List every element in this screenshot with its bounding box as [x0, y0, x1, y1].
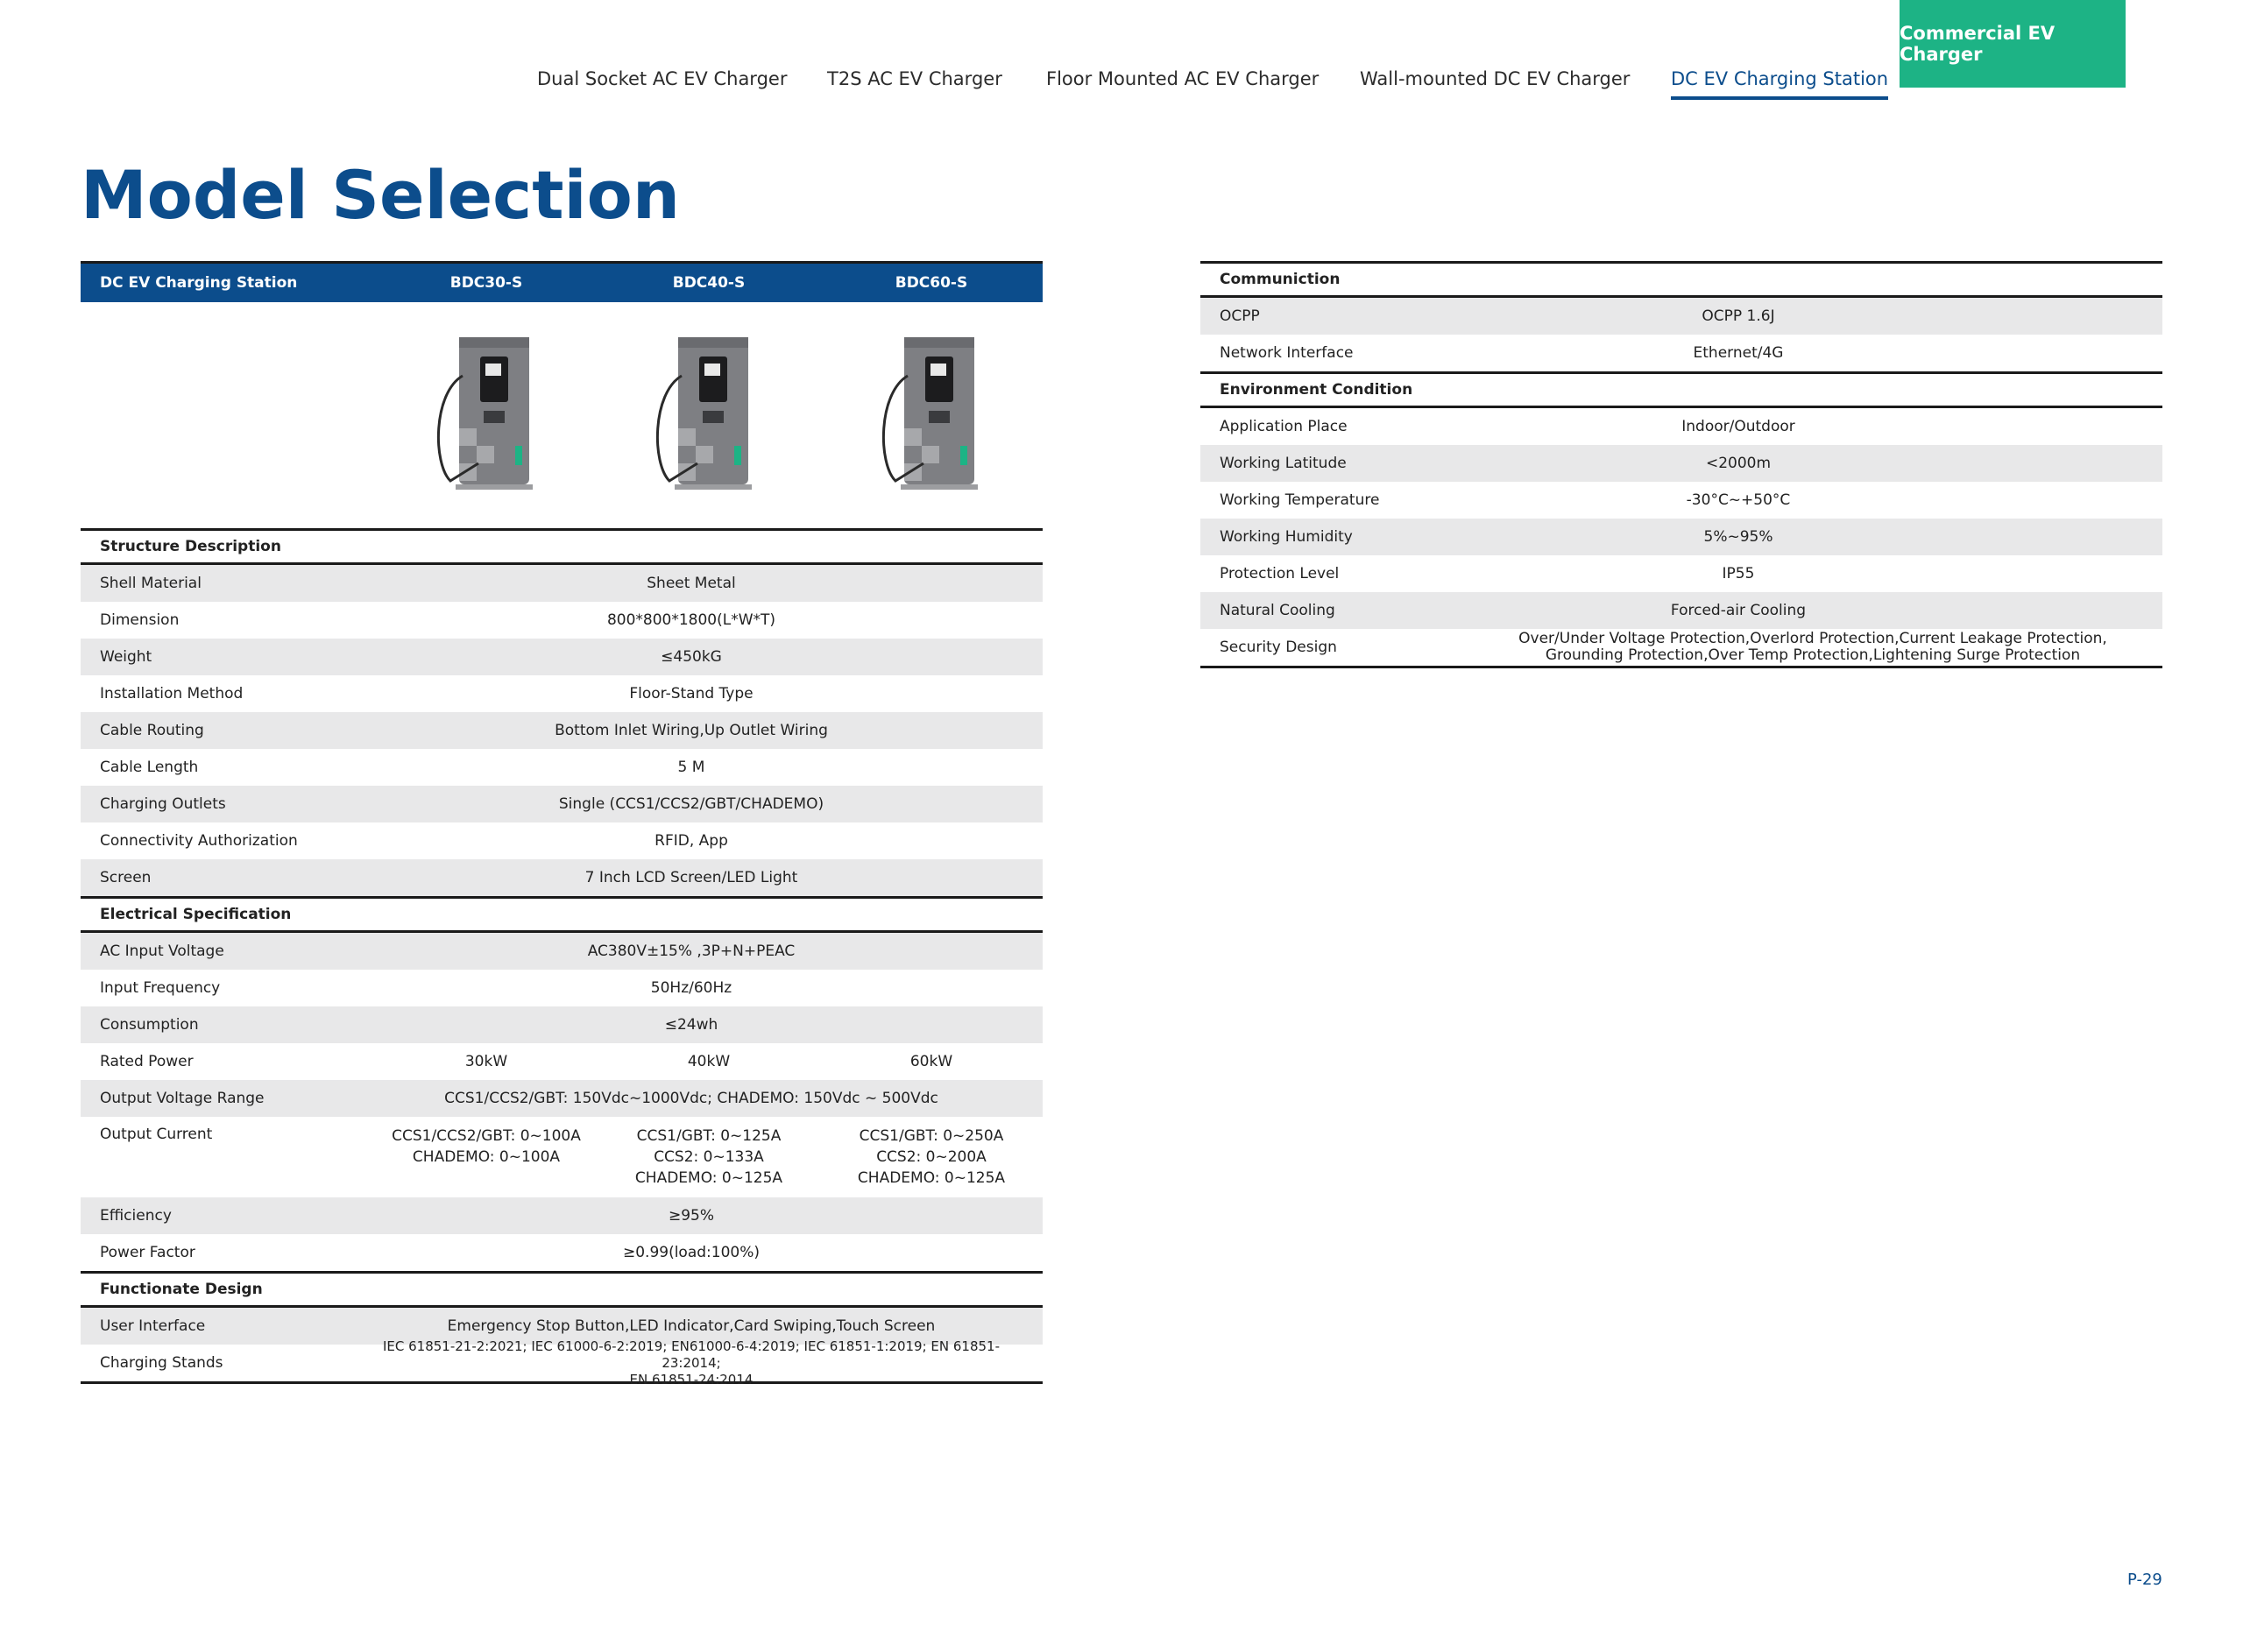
table-row: Application Place Indoor/Outdoor	[1220, 418, 1795, 435]
table-row: Installation Method Floor-Stand Type	[100, 685, 754, 702]
output-current-bdc30: CCS1/CCS2/GBT: 0~100A CHADEMO: 0~100A	[392, 1127, 581, 1166]
table-row: Power Factor ≥0.99(load:100%)	[100, 1244, 761, 1261]
page-title: Model Selection	[81, 156, 680, 234]
table-bottom-rule	[1200, 666, 2162, 668]
product-images	[81, 302, 1043, 528]
charger-image-bdc60	[869, 323, 1001, 498]
table-row: Charging Outlets Single (CCS1/CCS2/GBT/CHADEMO)	[81, 786, 1043, 822]
table-row: Connectivity Authorization RFID, App	[100, 832, 728, 850]
header-bdc30: BDC30-S	[449, 274, 523, 292]
table-row: Working Temperature -30°C~+50°C	[1220, 491, 1791, 509]
table-row: Cable Routing Bottom Inlet Wiring,Up Outlet Wiring	[81, 712, 1043, 749]
header-bdc40: BDC40-S	[672, 274, 746, 292]
section-communication: Communiction	[1200, 261, 2162, 298]
top-navigation	[0, 0, 2243, 105]
table-row: Protection Level IP55	[1220, 565, 1755, 582]
table-row: Security Design Over/Under Voltage Protection,Overlord Protection,Current Leakage Protection, Grounding Protection,Over Temp Protection,Lightening Surge Protection	[1220, 630, 2107, 664]
table-row: Consumption ≤24wh	[81, 1006, 1043, 1043]
table-row: Screen 7 Inch LCD Screen/LED Light	[81, 859, 1043, 896]
tab-wall-mounted-dc[interactable]: Wall-mounted DC EV Charger	[1360, 68, 1631, 89]
charger-image-bdc30	[424, 323, 555, 498]
table-row: User Interface Emergency Stop Button,LED Indicator,Card Swiping,Touch Screen	[81, 1308, 1043, 1345]
tab-floor-mounted-ac[interactable]: Floor Mounted AC EV Charger	[1046, 68, 1320, 89]
section-electrical: Electrical Specification	[81, 896, 1043, 933]
header-bdc60: BDC60-S	[895, 274, 968, 292]
table-row: Working Humidity 5%~95%	[1200, 519, 2162, 555]
section-environment: Environment Condition	[1200, 371, 2162, 408]
table-row: OCPP OCPP 1.6J	[1200, 298, 2162, 335]
tab-dc-charging-station[interactable]: DC EV Charging Station	[1671, 68, 1889, 89]
table-row: AC Input Voltage AC380V±15% ,3P+N+PEAC	[81, 933, 1043, 970]
section-structure: Structure Description	[81, 528, 1043, 565]
table-row: Working Latitude <2000m	[1200, 445, 2162, 482]
category-badge[interactable]: Commercial EV Charger	[1900, 0, 2126, 88]
header-product: DC EV Charging Station	[100, 274, 298, 292]
table-row: Natural Cooling Forced-air Cooling	[1200, 592, 2162, 629]
table-row: Weight ≤450kG	[81, 639, 1043, 675]
model-table	[81, 261, 1043, 1387]
table-row: Network Interface Ethernet/4G	[1220, 344, 1784, 362]
table-header	[81, 261, 1043, 302]
tab-dual-socket-ac[interactable]: Dual Socket AC EV Charger	[537, 68, 788, 89]
spec-table-right	[1200, 261, 2162, 668]
table-row: Efficiency ≥95%	[81, 1197, 1043, 1234]
table-row: Dimension 800*800*1800(L*W*T)	[100, 611, 776, 629]
table-row: Output Voltage Range CCS1/CCS2/GBT: 150Vdc~1000Vdc; CHADEMO: 150Vdc ~ 500Vdc	[81, 1080, 1043, 1117]
output-current-bdc60: CCS1/GBT: 0~250A CCS2: 0~200A CHADEMO: 0~125A	[857, 1127, 1006, 1187]
output-current-bdc40: CCS1/GBT: 0~125A CCS2: 0~133A CHADEMO: 0~125A	[634, 1127, 783, 1187]
page-number: P-29	[2127, 1571, 2162, 1589]
table-row: Cable Length 5 M	[100, 759, 705, 776]
table-row: Charging Stands IEC 61851-21-2:2021; IEC 61000-6-2:2019; EN61000-6-4:2019; IEC 61851-1:2019; EN 61851-23:2014; EN 61851-24:2014	[100, 1338, 1001, 1387]
charger-image-bdc40	[643, 323, 775, 498]
section-functional: Functionate Design	[81, 1271, 1043, 1308]
table-row: Shell Material Sheet Metal	[81, 565, 1043, 602]
tab-t2s-ac[interactable]: T2S AC EV Charger	[827, 68, 1002, 89]
table-row: Rated Power 30kW 40kW 60kW	[100, 1053, 953, 1070]
table-row: Input Frequency 50Hz/60Hz	[100, 979, 732, 997]
table-row: Output Current CCS1/CCS2/GBT: 0~100A CHADEMO: 0~100A CCS1/GBT: 0~125A CCS2: 0~133A CHADEMO: 0~125A CCS1/GBT: 0~250A CCS2: 0~200A CHADEMO: 0~125A	[81, 1117, 1043, 1197]
